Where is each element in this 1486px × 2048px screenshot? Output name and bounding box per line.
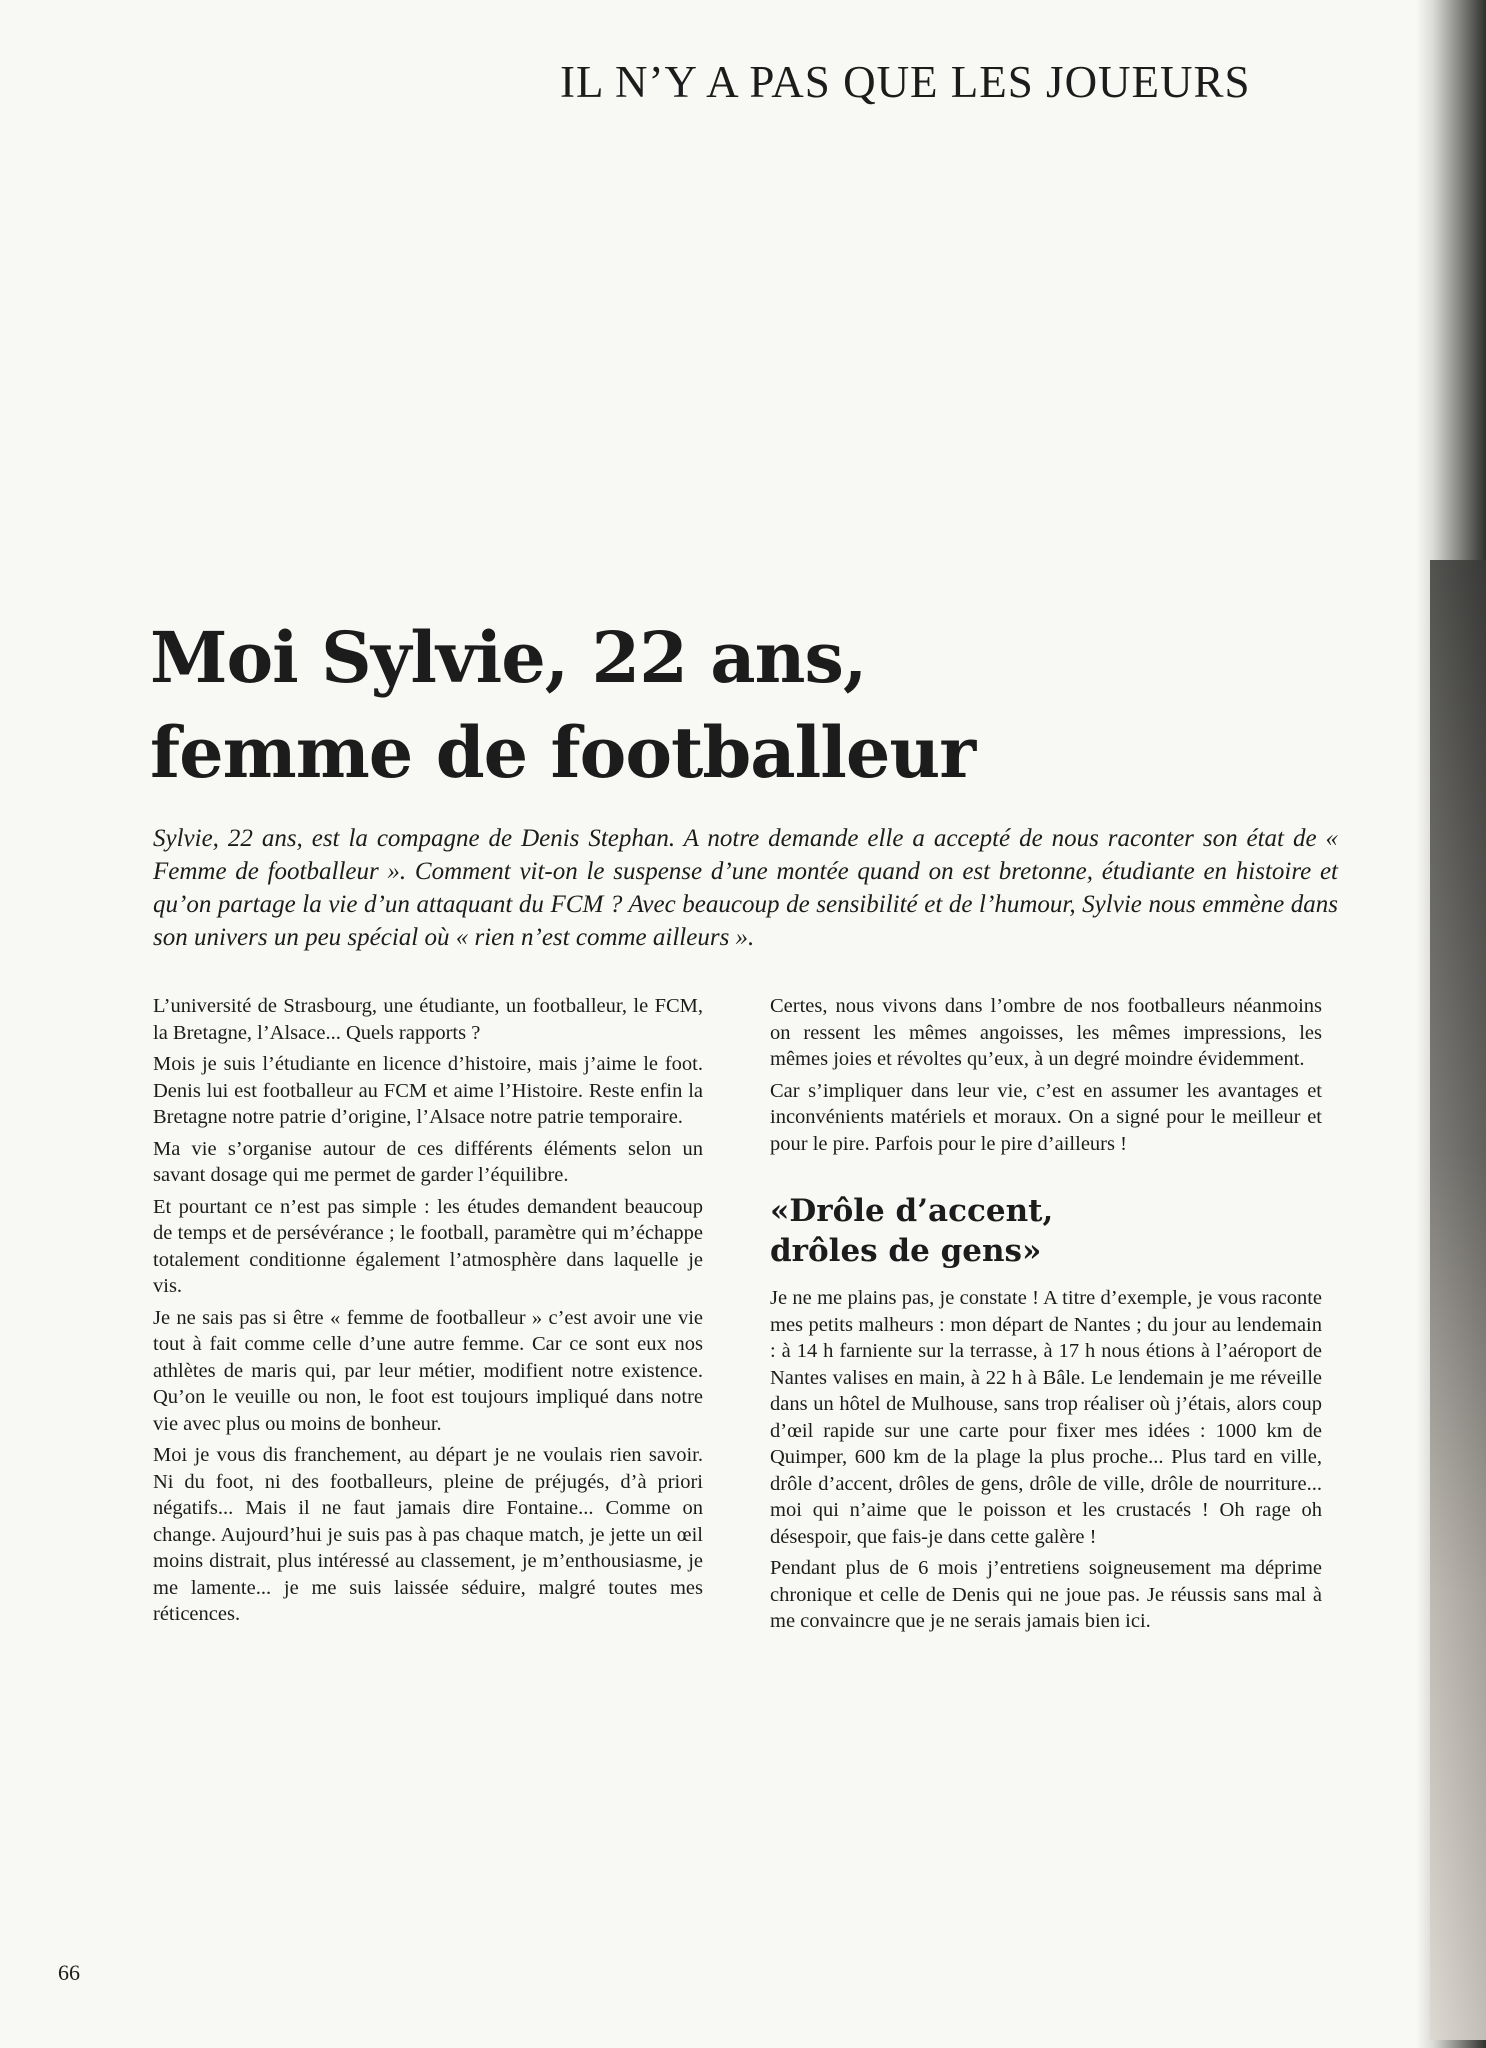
article-intro: Sylvie, 22 ans, est la compagne de Denis Stephan. A notre demande elle a accepté de nous raconter son état de « Femme de footballeur ». Comment vit-on le suspense d’une montée quand on est bretonne, étudiante en histoire et qu’on partage la vie d’un attaquant du FCM ? Avec beaucoup de sensibilité et de l’humour, Sylvie nous emmène dans son univers un peu spécial où « rien n’est comme ailleurs ». xyxy=(153,825,1338,951)
facing-page-photo-edge xyxy=(1430,560,1486,2040)
article-title xyxy=(150,610,1250,800)
left-column xyxy=(153,993,703,1633)
subheading-line-1: «Drôle d’accent, xyxy=(770,1193,1054,1229)
paragraph: Pendant plus de 6 mois j’entretiens soigneusement ma déprime chronique et celle de Denis qui ne joue pas. Je réussis sans mal à me convaincre que je ne serais jamais bien ici. xyxy=(770,1557,1322,1632)
paragraph: Mois je suis l’étudiante en licence d’histoire, mais j’aime le foot. Denis lui est footballeur au FCM et aime l’Histoire. Reste enfin la Bretagne notre patrie d’origine, l’Alsace notre patrie temporaire. xyxy=(153,1053,703,1128)
paragraph: Moi je vous dis franchement, au départ je ne voulais rien savoir. Ni du foot, ni des footballeurs, pleine de préjugés, d’à priori négatifs... Mais il ne faut jamais dire Fontaine... Comme on change. Aujourd’hui je suis pas à pas chaque match, je jette un œil moins distrait, plus intéressé au classement, je m’enthousiasme, je me lamente... je me suis laissée séduire, malgré toutes mes réticences. xyxy=(153,1444,703,1625)
paragraph: Et pourtant ce n’est pas simple : les études demandent beaucoup de temps et de persévérance ; le football, paramètre qui m’échappe totalement conditionne également l’atmosphère dans laquelle je vis. xyxy=(153,1195,703,1297)
page-number: 66 xyxy=(58,1960,80,1985)
paragraph: Car s’impliquer dans leur vie, c’est en assumer les avantages et inconvénients matériels et moraux. On a signé pour le meilleur et pour le pire. Parfois pour le pire d’ailleurs ! xyxy=(770,1079,1322,1155)
right-column xyxy=(770,993,1322,1640)
section-subheading xyxy=(770,1191,1322,1271)
title-line-2: femme de footballeur xyxy=(150,711,976,794)
paragraph: Ma vie s’organise autour de ces différents éléments selon un savant dosage qui me permet de garder l’équilibre. xyxy=(153,1137,703,1186)
paragraph: Certes, nous vivons dans l’ombre de nos footballeurs néanmoins on ressent les mêmes angoisses, les mêmes impressions, les mêmes joies et révoltes qu’eux, à un degré moindre évidemment. xyxy=(770,995,1322,1070)
paragraph: Je ne sais pas si être « femme de footballeur » c’est avoir une vie tout à fait comme celle d’une autre femme. Car ce sont eux nos athlètes de maris qui, par leur métier, modifient notre existence. Qu’on le veuille ou non, le foot est toujours impliqué dans notre vie avec plus ou moins de bonheur. xyxy=(153,1306,703,1435)
title-line-1: Moi Sylvie, 22 ans, xyxy=(150,616,867,699)
running-header: IL N’Y A PAS QUE LES JOUEURS xyxy=(560,57,1251,107)
paragraph: Je ne me plains pas, je constate ! A titre d’exemple, je vous raconte mes petits malheurs : mon départ de Nantes ; du jour au lendemain : à 14 h farniente sur la terrasse, à 17 h nous étions à l’aéroport de Nantes valises en main, à 22 h à Bâle. Le lendemain je me réveille dans un hôtel de Mulhouse, sans trop réaliser où j’étais, alors coup d’œil rapide sur une carte pour fixer mes idées : 1000 km de Quimper, 600 km de la plage la plus proche... Plus tard en ville, drôle d’accent, drôles de gens, drôle de ville, drôle de nourriture... moi qui n’aime que le poisson et les crustacés ! Oh rage oh désespoir, que fais-je dans cette galère ! xyxy=(770,1287,1322,1548)
subheading-line-2: drôles de gens» xyxy=(770,1233,1042,1269)
paragraph: L’université de Strasbourg, une étudiante, un footballeur, le FCM, la Bretagne, l’Alsace... Quels rapports ? xyxy=(153,995,703,1044)
